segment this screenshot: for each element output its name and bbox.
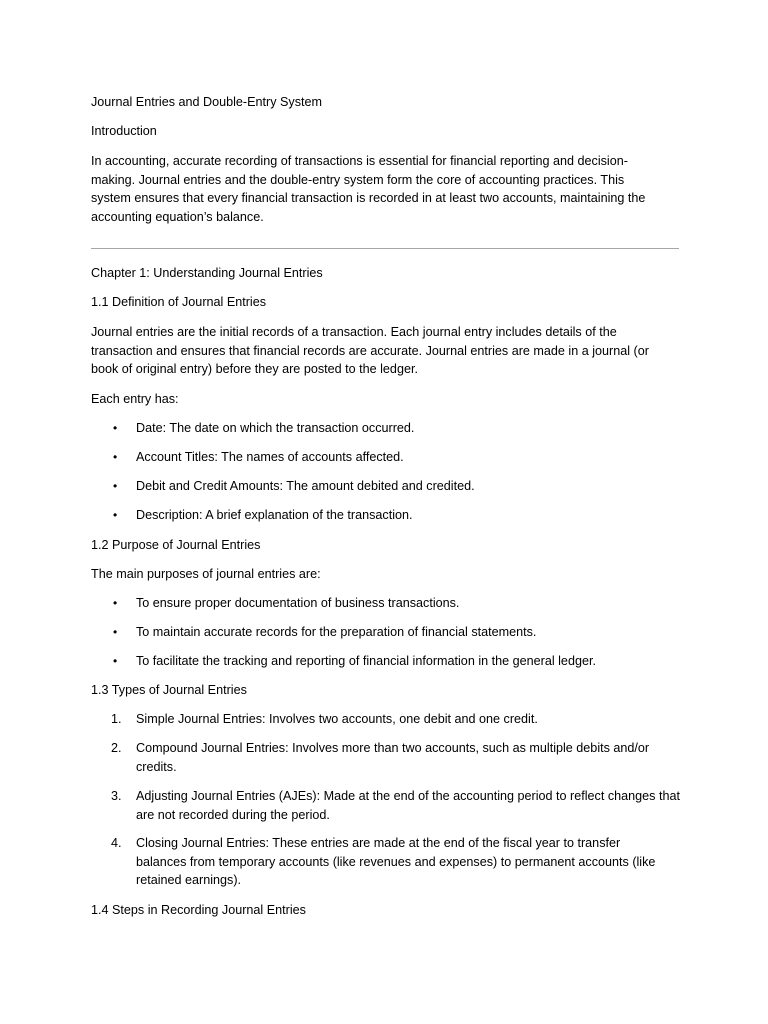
document-title: Journal Entries and Double-Entry System <box>91 95 322 109</box>
bullet-icon: • <box>113 625 118 639</box>
horizontal-divider <box>91 248 679 249</box>
list-item: To maintain accurate records for the preparation of financial statements. <box>136 625 537 639</box>
intro-heading: Introduction <box>91 124 157 138</box>
list-item: Debit and Credit Amounts: The amount debited and credited. <box>136 479 475 493</box>
list-number: 4. <box>111 836 122 850</box>
list-item: Description: A brief explanation of the transaction. <box>136 508 413 522</box>
bullet-icon: • <box>113 450 118 464</box>
list-number: 2. <box>111 741 122 755</box>
list-number: 1. <box>111 712 122 726</box>
numbered-item: Adjusting Journal Entries (AJEs): Made at the end of the accounting period to reflect changes that are not recorded during the period. <box>136 789 680 822</box>
section-1-2-heading: 1.2 Purpose of Journal Entries <box>91 538 261 552</box>
section-1-2-lead: The main purposes of journal entries are: <box>91 567 321 581</box>
section-1-1-heading: 1.1 Definition of Journal Entries <box>91 295 267 309</box>
list-item: Account Titles: The names of accounts affected. <box>136 450 404 464</box>
numbered-item: Closing Journal Entries: These entries are made at the end of the fiscal year to transfer balances from temporary accounts (like revenues and expenses) to permanent accounts (like retained earnings). <box>136 836 656 887</box>
list-item: Date: The date on which the transaction occurred. <box>136 421 415 435</box>
section-1-3-heading: 1.3 Types of Journal Entries <box>91 683 247 697</box>
bullet-icon: • <box>113 421 118 435</box>
chapter-1-heading: Chapter 1: Understanding Journal Entries <box>91 266 323 280</box>
bullet-icon: • <box>113 654 118 668</box>
bullet-icon: • <box>113 508 118 522</box>
numbered-item: Simple Journal Entries: Involves two accounts, one debit and one credit. <box>136 712 538 726</box>
list-item: To ensure proper documentation of business transactions. <box>136 596 460 610</box>
intro-paragraph: In accounting, accurate recording of transactions is essential for financial reporting and decision-making. Journal entries and the double-entry system form the core of accounting practices. This system ensures that every financial transaction is recorded in at least two accounts, maintaining the accounting equation’s balance. <box>91 154 646 224</box>
bullet-icon: • <box>113 479 118 493</box>
list-item: To facilitate the tracking and reporting of financial information in the general ledger. <box>136 654 596 668</box>
section-1-1-lead: Each entry has: <box>91 392 179 406</box>
bullet-icon: • <box>113 596 118 610</box>
section-1-1-paragraph: Journal entries are the initial records of a transaction. Each journal entry includes details of the transaction and ensures that financial records are accurate. Journal entries are made in a journal (or book of original entry) before they are posted to the ledger. <box>91 325 649 376</box>
section-1-4-heading: 1.4 Steps in Recording Journal Entries <box>91 903 306 917</box>
numbered-item: Compound Journal Entries: Involves more than two accounts, such as multiple debits and/or credits. <box>136 741 650 774</box>
list-number: 3. <box>111 789 122 803</box>
